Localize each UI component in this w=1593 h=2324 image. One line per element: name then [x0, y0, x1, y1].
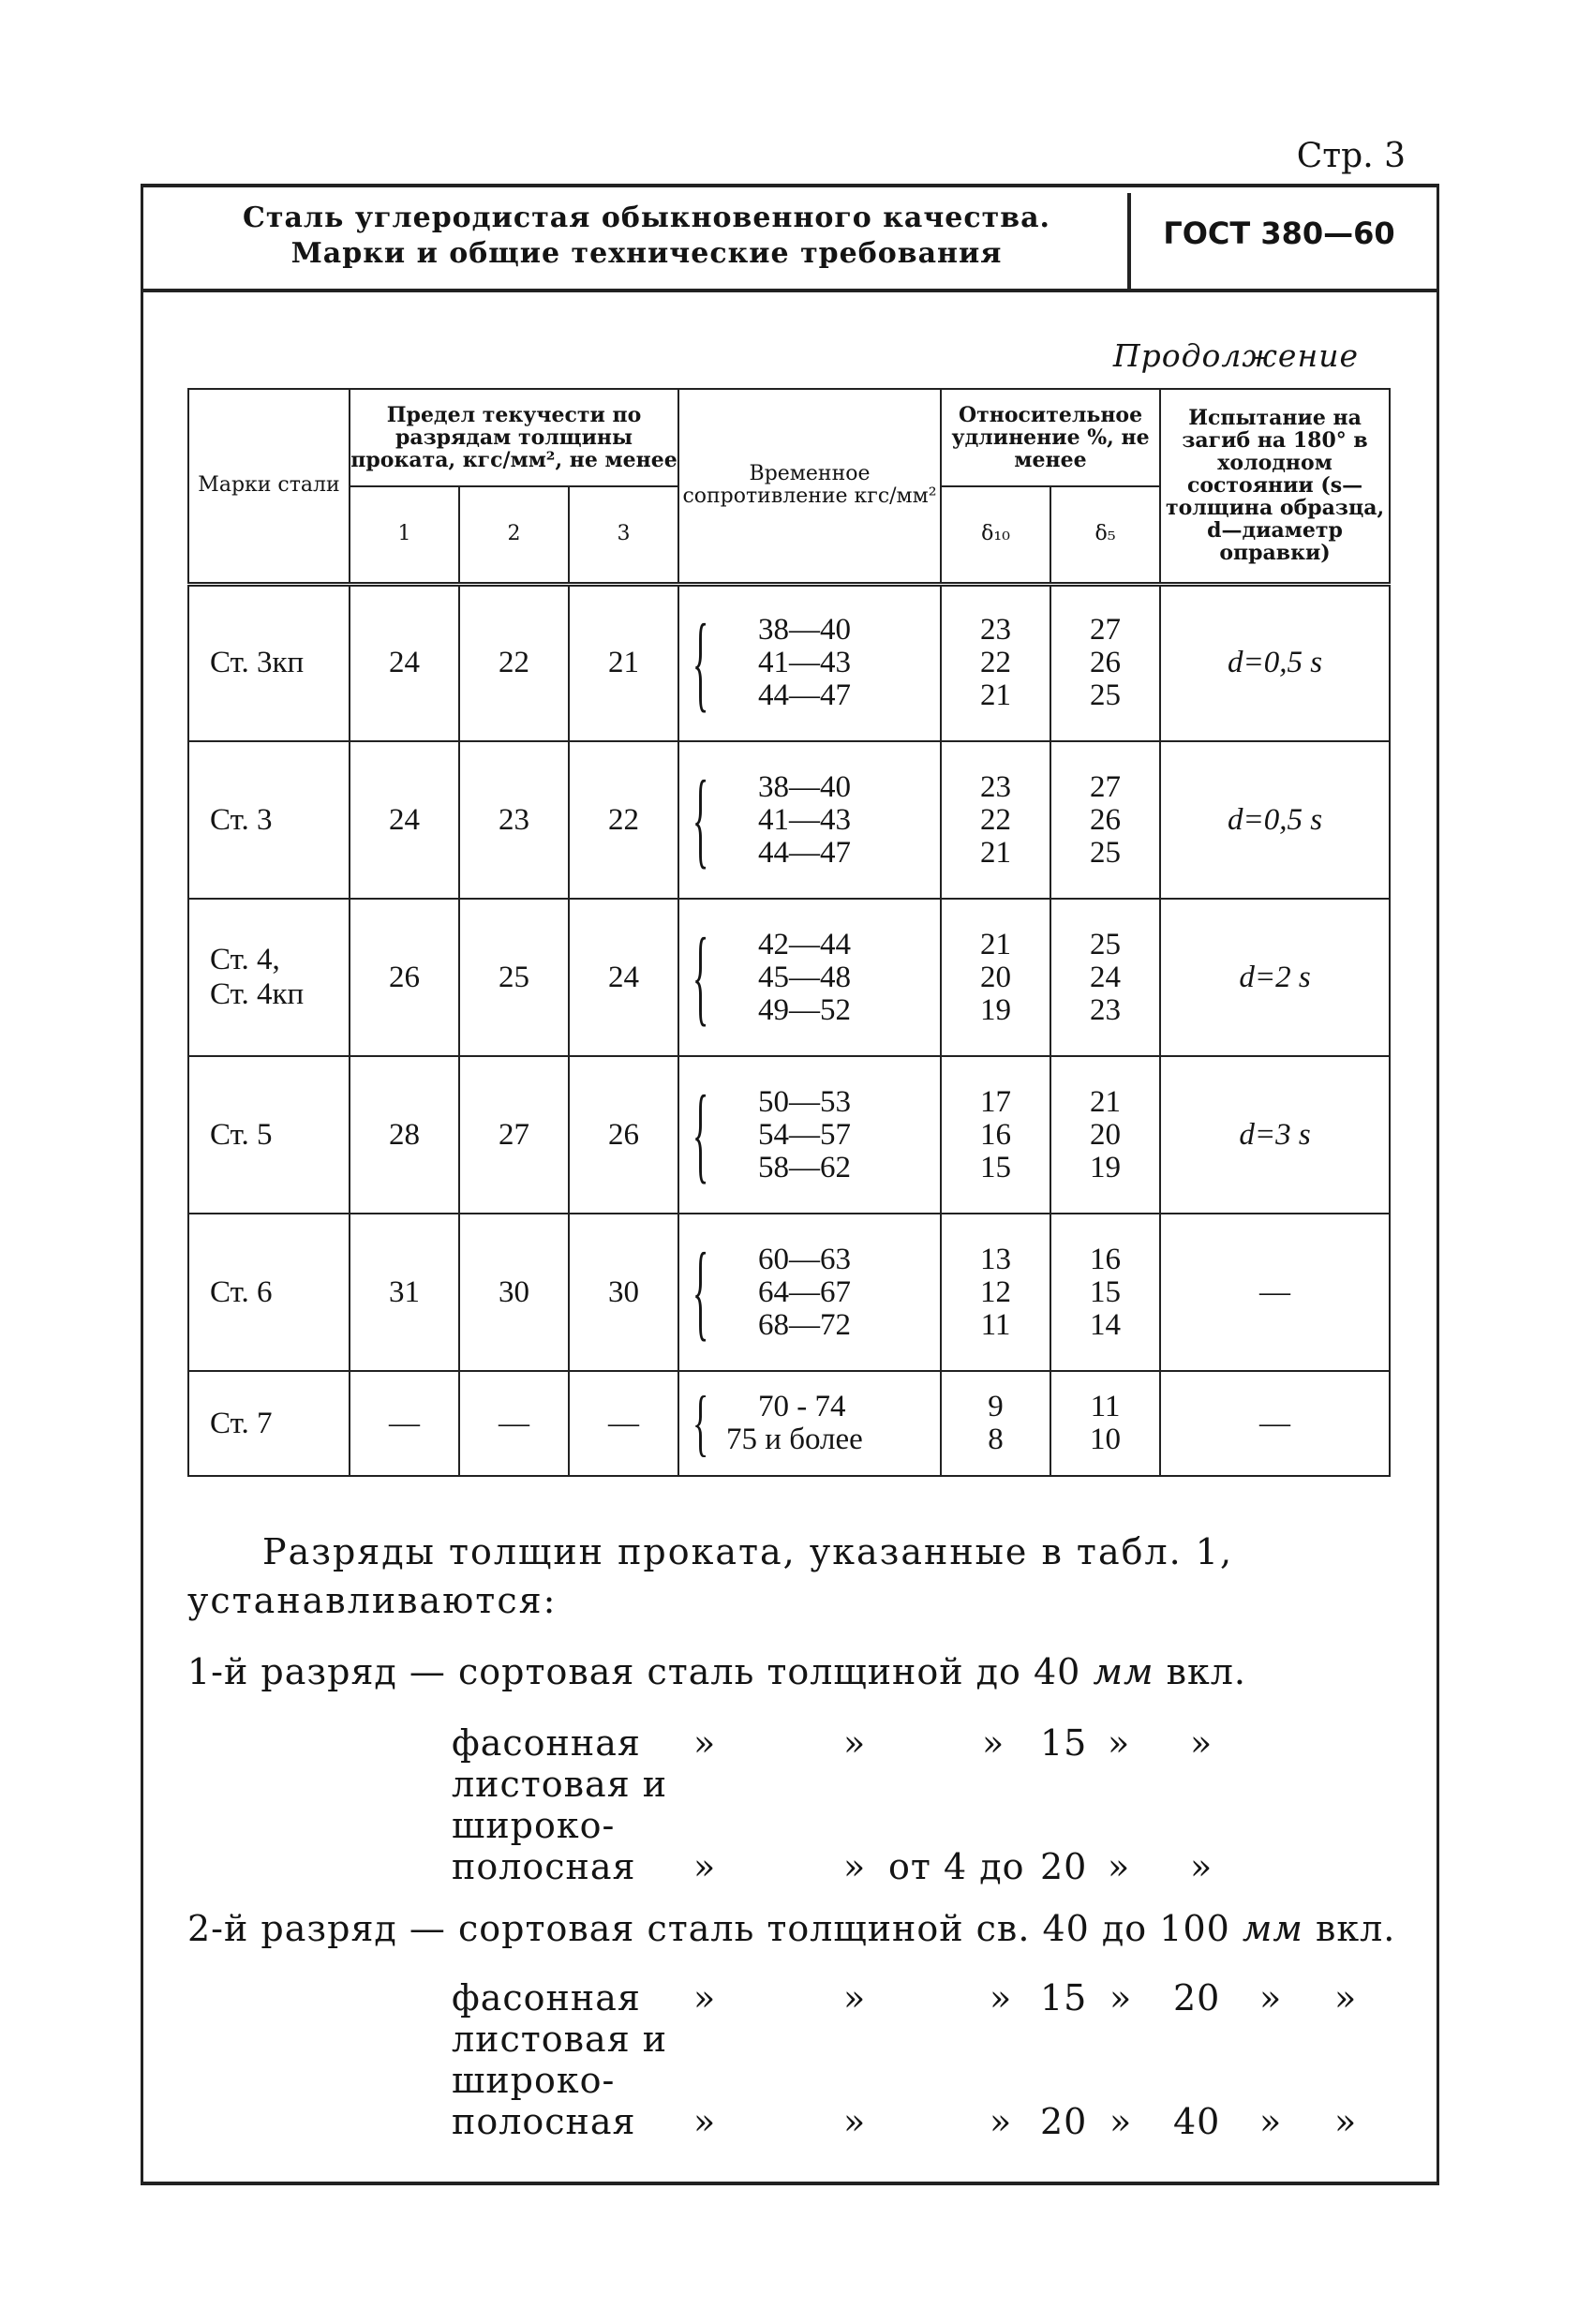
bend-cell: —	[1160, 1214, 1390, 1371]
category1-shaped-value: 15	[1040, 1722, 1088, 1764]
grade-cell	[188, 899, 350, 1056]
delta5-value: 10	[1090, 1423, 1122, 1456]
table-row	[188, 1371, 1390, 1476]
delta5-value: 25	[1090, 927, 1122, 961]
brace-glyph: {	[692, 602, 709, 723]
delta10-value: 23	[980, 769, 1012, 804]
delta5-cell	[1050, 741, 1160, 899]
delta10-value: 21	[980, 927, 1012, 961]
strength-value: 38—40	[758, 613, 852, 648]
page-number: Стр. 3	[1296, 137, 1406, 175]
category2-shaped-to: 20	[1173, 1977, 1221, 2019]
delta10-value: 16	[980, 1117, 1012, 1152]
ditto-mark: »	[982, 1722, 1005, 1764]
strength-value: 45—48	[758, 960, 852, 994]
delta10-value: 9	[988, 1390, 1004, 1423]
yield-1-cell: 28	[350, 1056, 459, 1214]
delta10-cell	[941, 1056, 1050, 1214]
col-grade-header: Марки стали	[188, 389, 350, 584]
ditto-mark: »	[843, 2101, 867, 2142]
col-elongation-header: Относительное удлинение %, не менее	[941, 389, 1160, 486]
ditto-mark: »	[990, 2101, 1013, 2142]
grade-line: Ст. 4,	[210, 943, 280, 976]
yield-1-cell: 26	[350, 899, 459, 1056]
delta5-cell	[1050, 1056, 1160, 1214]
yield-2-cell: 30	[459, 1214, 569, 1371]
delta10-value: 8	[988, 1423, 1004, 1456]
table-row	[188, 741, 1390, 899]
brace-glyph: {	[692, 1073, 709, 1194]
yield-1-cell: 24	[350, 741, 459, 899]
strength-value: 68—72	[758, 1307, 852, 1342]
continued-label: Продолжение	[1112, 337, 1359, 374]
grade-cell: Ст. 6	[188, 1214, 350, 1371]
strength-value: 42—44	[758, 927, 852, 961]
delta10-cell	[941, 741, 1050, 899]
delta10-value: 20	[980, 960, 1012, 994]
delta5-value: 26	[1090, 802, 1122, 837]
delta10-value: 19	[980, 992, 1012, 1027]
ditto-mark: »	[693, 1977, 717, 2019]
grade-cell: Ст. 5	[188, 1056, 350, 1214]
delta10-value: 12	[980, 1274, 1012, 1309]
ditto-mark: »	[843, 1722, 867, 1764]
bend-cell: d=0,5 s	[1160, 741, 1390, 899]
category1-suffix: вкл.	[1166, 1651, 1246, 1692]
delta5-value: 27	[1090, 613, 1122, 648]
delta10-value: 13	[980, 1242, 1012, 1276]
yield-3-cell: 21	[569, 584, 678, 741]
ditto-mark: »	[843, 1846, 867, 1887]
category2-shaped-from: 15	[1040, 1977, 1088, 2019]
category2-sheet-line3: полосная	[452, 2101, 636, 2142]
ditto-mark: »	[693, 1846, 717, 1887]
strength-value: 64—67	[758, 1274, 852, 1309]
delta10-value: 21	[980, 835, 1012, 870]
ditto-mark: »	[693, 2101, 717, 2142]
grade-line: Ст. 4кп	[210, 977, 305, 1011]
category1-shaped-name: фасонная	[452, 1722, 641, 1764]
intro-paragraph	[187, 1527, 1396, 1625]
category1-sheet-line2: широко-	[452, 1805, 616, 1846]
strength-value: 58—62	[758, 1150, 852, 1184]
ditto-mark: »	[990, 1977, 1013, 2019]
delta10-cell	[941, 899, 1050, 1056]
strength-value: 44—47	[758, 678, 852, 713]
category1-unit: мм	[1093, 1651, 1154, 1692]
col-yield-2: 2	[459, 486, 569, 584]
category2-suffix: вкл.	[1316, 1908, 1396, 1949]
delta10-value: 23	[980, 613, 1012, 648]
strength-value: 70 - 74	[758, 1390, 846, 1423]
yield-1-cell: 24	[350, 584, 459, 741]
strength-cell	[678, 1214, 941, 1371]
standard-title-line2: Марки и общие технические требования	[290, 237, 1003, 270]
category2-unit: мм	[1242, 1908, 1303, 1949]
yield-2-cell: 23	[459, 741, 569, 899]
delta10-cell	[941, 584, 1050, 741]
delta10-cell	[941, 1371, 1050, 1476]
delta10-value: 15	[980, 1150, 1012, 1184]
delta10-value: 21	[980, 678, 1012, 713]
delta5-value: 27	[1090, 769, 1122, 804]
intro-text: Разряды толщин проката, указанные в табл. 1, устанавливаются:	[187, 1531, 1234, 1621]
col-delta10: δ₁₀	[941, 486, 1050, 584]
strength-value: 49—52	[758, 992, 852, 1027]
standard-title-line1: Сталь углеродистая обыкновенного качества.	[243, 201, 1050, 234]
delta10-value: 22	[980, 802, 1012, 837]
standard-title	[187, 201, 1106, 272]
delta10-value: 22	[980, 646, 1012, 680]
delta10-value: 11	[980, 1307, 1011, 1342]
strength-cell	[678, 584, 941, 741]
ditto-mark: »	[843, 1977, 867, 2019]
grade-cell: Ст. 7	[188, 1371, 350, 1476]
strength-value: 41—43	[758, 802, 852, 837]
grade-cell: Ст. 3кп	[188, 584, 350, 741]
col-strength-header: Временное сопротивление кгс/мм²	[678, 389, 941, 584]
bend-cell: d=0,5 s	[1160, 584, 1390, 741]
delta5-value: 19	[1090, 1150, 1122, 1184]
strength-cell	[678, 1371, 941, 1476]
bend-cell: d=3 s	[1160, 1056, 1390, 1214]
strength-value: 44—47	[758, 835, 852, 870]
ditto-mark: »	[1190, 1846, 1213, 1887]
delta5-value: 16	[1090, 1242, 1122, 1276]
ditto-mark: »	[1109, 2101, 1133, 2142]
strength-cell	[678, 1056, 941, 1214]
delta5-value: 26	[1090, 646, 1122, 680]
yield-3-cell: 26	[569, 1056, 678, 1214]
delta5-value: 14	[1090, 1307, 1122, 1342]
col-yield-1: 1	[350, 486, 459, 584]
delta5-cell	[1050, 899, 1160, 1056]
table-row	[188, 899, 1390, 1056]
ditto-mark: »	[1190, 1722, 1213, 1764]
strength-value: 75 и более	[726, 1423, 863, 1456]
category1-label: 1-й разряд — сортовая сталь толщиной до 40	[187, 1651, 1081, 1692]
bend-cell: d=2 s	[1160, 899, 1390, 1056]
yield-3-cell: 30	[569, 1214, 678, 1371]
category2-sheet-to: 40	[1173, 2101, 1221, 2142]
ditto-mark: »	[1334, 1977, 1358, 2019]
category2-sheet-line1: листовая и	[452, 2019, 668, 2060]
table-row	[188, 1214, 1390, 1371]
yield-2-cell: 25	[459, 899, 569, 1056]
brace-glyph: {	[692, 1230, 709, 1351]
standard-code: ГОСТ 380—60	[1163, 216, 1395, 251]
yield-2-cell: 22	[459, 584, 569, 741]
ditto-mark: »	[693, 1722, 717, 1764]
ditto-mark: »	[1334, 2101, 1358, 2142]
delta5-value: 20	[1090, 1117, 1122, 1152]
yield-1-cell: 31	[350, 1214, 459, 1371]
col-bend-header: Испытание на загиб на 180° в холодном состоянии (s—толщина образца, d—диаметр оправки)	[1160, 389, 1390, 584]
header-bottom-rule	[141, 289, 1439, 292]
strength-value: 54—57	[758, 1117, 852, 1152]
bend-cell: —	[1160, 1371, 1390, 1476]
col-yield-header: Предел текучести по разрядам толщины проката, кгс/мм², не менее	[350, 389, 678, 486]
delta5-value: 24	[1090, 960, 1122, 994]
col-delta5: δ₅	[1050, 486, 1160, 584]
delta5-value: 15	[1090, 1274, 1122, 1309]
ditto-mark: »	[1108, 1846, 1131, 1887]
strength-cell	[678, 899, 941, 1056]
strength-value: 38—40	[758, 769, 852, 804]
strength-cell	[678, 741, 941, 899]
header-separator	[1127, 193, 1131, 289]
brace-glyph: {	[692, 758, 709, 879]
table-row	[188, 584, 1390, 741]
ditto-mark: »	[1108, 1722, 1131, 1764]
category1-line	[187, 1647, 1246, 1696]
yield-1-cell: —	[350, 1371, 459, 1476]
ditto-mark: »	[1259, 2101, 1283, 2142]
strength-value: 50—53	[758, 1084, 852, 1119]
delta5-cell	[1050, 584, 1160, 741]
col-yield-3: 3	[569, 486, 678, 584]
delta5-value: 21	[1090, 1084, 1122, 1119]
strength-value: 60—63	[758, 1242, 852, 1276]
delta5-cell	[1050, 1371, 1160, 1476]
yield-2-cell: 27	[459, 1056, 569, 1214]
category2-shaped-name: фасонная	[452, 1977, 641, 2019]
category1-sheet-from: от 4 до	[888, 1846, 1025, 1887]
delta5-value: 25	[1090, 678, 1122, 713]
category2-sheet-line2: широко-	[452, 2060, 616, 2101]
yield-3-cell: —	[569, 1371, 678, 1476]
yield-3-cell: 22	[569, 741, 678, 899]
strength-value: 41—43	[758, 646, 852, 680]
delta5-value: 11	[1090, 1390, 1121, 1423]
delta5-cell	[1050, 1214, 1160, 1371]
grade-cell: Ст. 3	[188, 741, 350, 899]
ditto-mark: »	[1109, 1977, 1133, 2019]
yield-3-cell: 24	[569, 899, 678, 1056]
brace-glyph: {	[692, 916, 709, 1036]
category2-line	[187, 1904, 1395, 1953]
ditto-mark: »	[1259, 1977, 1283, 2019]
category2-label: 2-й разряд — сортовая сталь толщиной св. 40 до 100	[187, 1908, 1230, 1949]
delta5-value: 23	[1090, 992, 1122, 1027]
delta10-cell	[941, 1214, 1050, 1371]
delta10-value: 17	[980, 1084, 1012, 1119]
category1-sheet-line3: полосная	[452, 1846, 636, 1887]
steel-properties-table	[187, 388, 1391, 1477]
category1-sheet-line1: листовая и	[452, 1764, 668, 1805]
yield-2-cell: —	[459, 1371, 569, 1476]
category1-sheet-value: 20	[1040, 1846, 1088, 1887]
category2-sheet-from: 20	[1040, 2101, 1088, 2142]
brace-glyph: {	[692, 1380, 709, 1464]
delta5-value: 25	[1090, 835, 1122, 870]
table-row	[188, 1056, 1390, 1214]
